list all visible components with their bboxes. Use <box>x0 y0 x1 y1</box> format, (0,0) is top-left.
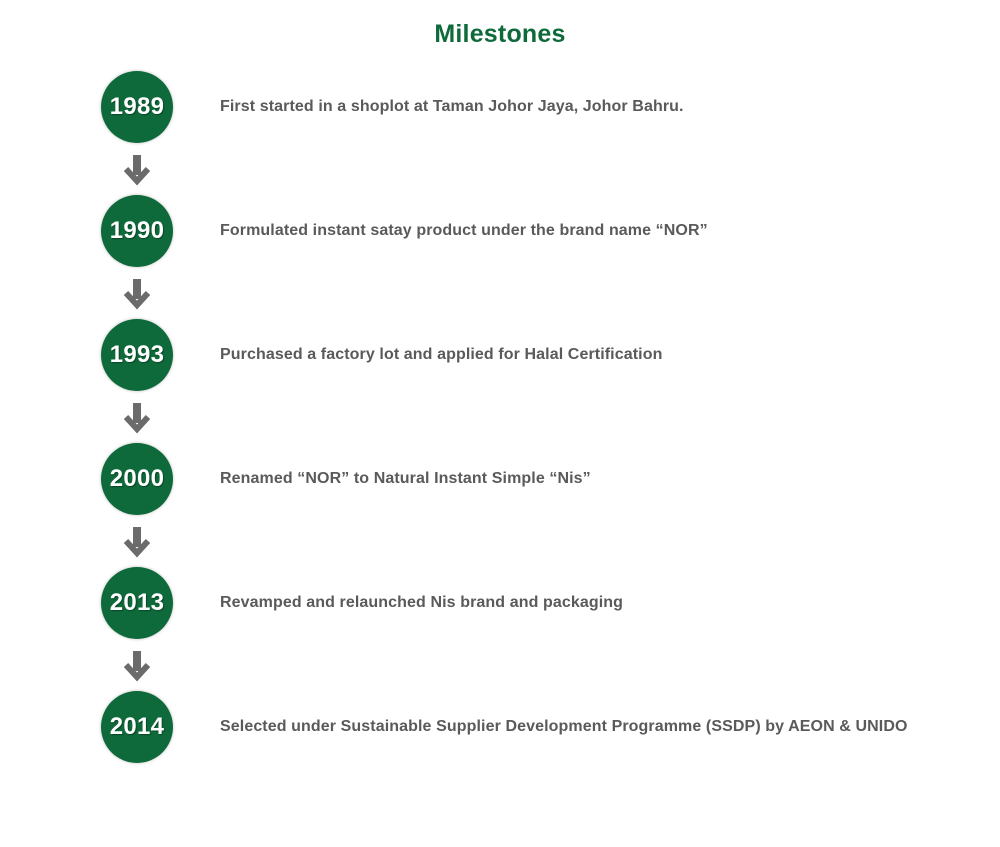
milestone-description: Purchased a factory lot and applied for Halal Certification <box>220 346 663 363</box>
year-badge: 2013 <box>101 567 173 639</box>
milestone-item <box>0 443 1000 515</box>
milestone-item <box>0 71 1000 143</box>
milestone-description: Revamped and relaunched Nis brand and packaging <box>220 594 624 611</box>
milestone-description: Selected under Sustainable Supplier Development Programme (SSDP) by AEON & UNIDO <box>220 718 908 735</box>
arrow-down-icon <box>122 402 152 434</box>
arrow-down-icon <box>122 526 152 558</box>
arrow-down-icon <box>122 650 152 682</box>
year-badge: 1990 <box>101 195 173 267</box>
year-badge: 2000 <box>101 443 173 515</box>
milestone-description: First started in a shoplot at Taman Johor Jaya, Johor Bahru. <box>220 98 684 115</box>
year-badge: 2014 <box>101 691 173 763</box>
arrow-down-icon <box>122 154 152 186</box>
arrow-down-icon <box>122 278 152 310</box>
milestone-description: Renamed “NOR” to Natural Instant Simple “Nis” <box>220 470 591 487</box>
milestone-item <box>0 691 1000 763</box>
milestone-item <box>0 567 1000 639</box>
page-title: Milestones <box>434 20 566 48</box>
year-badge: 1989 <box>101 71 173 143</box>
milestone-item <box>0 195 1000 267</box>
milestone-description: Formulated instant satay product under the brand name “NOR” <box>220 222 708 239</box>
year-badge: 1993 <box>101 319 173 391</box>
milestone-item <box>0 319 1000 391</box>
